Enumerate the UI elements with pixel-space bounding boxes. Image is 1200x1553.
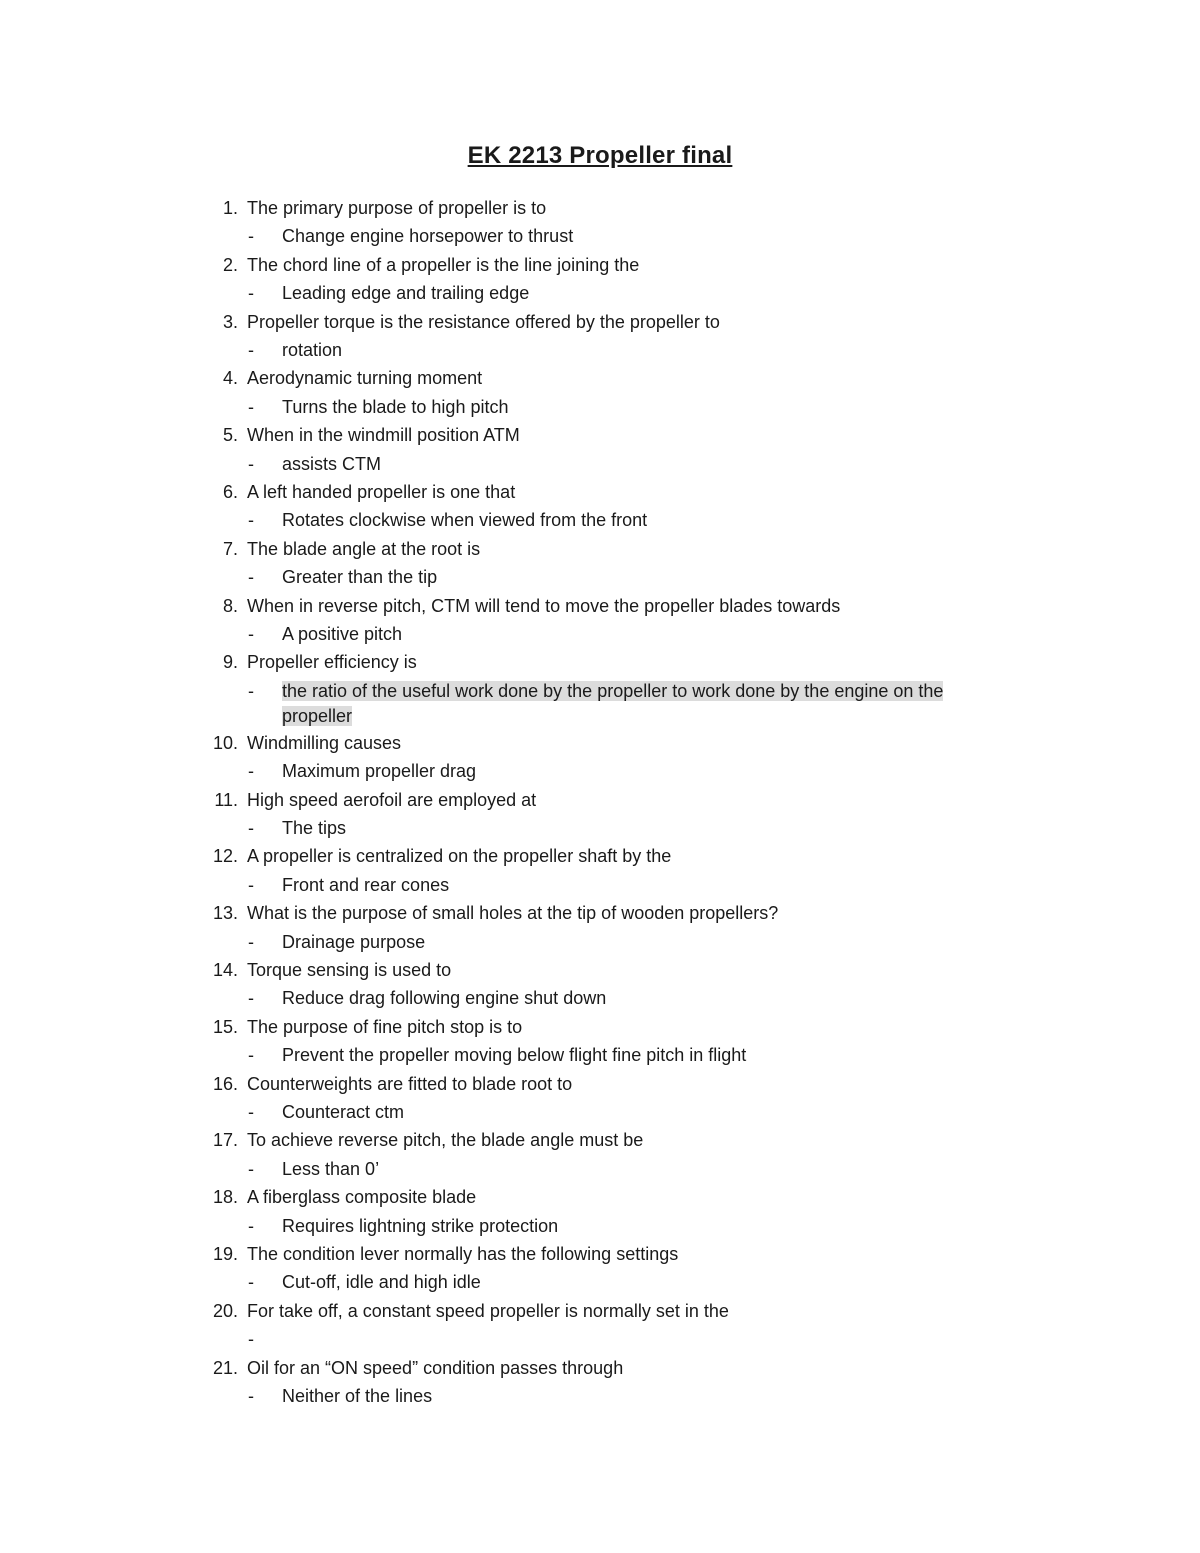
question-text: Propeller torque is the resistance offered by the propeller to [247, 311, 720, 332]
qa-item-21 [0, 1354, 1200, 1411]
question-number: 9. [222, 652, 238, 673]
answer-dash: - [248, 623, 254, 644]
question-line [0, 1183, 1200, 1211]
answer-text: Front and rear cones [282, 874, 450, 895]
question-number: 19. [212, 1243, 238, 1264]
answer-text: A positive pitch [282, 623, 403, 644]
answer-line [0, 1098, 1200, 1126]
question-number: 7. [222, 538, 238, 559]
question-line [0, 1013, 1200, 1041]
answer-dash: - [248, 761, 254, 782]
question-line [0, 842, 1200, 870]
question-number: 17. [212, 1130, 238, 1151]
question-line [0, 308, 1200, 336]
question-text: For take off, a constant speed propeller is normally set in the [247, 1300, 729, 1321]
qa-item-8 [0, 592, 1200, 649]
answer-dash: - [248, 1045, 254, 1066]
question-line [0, 1297, 1200, 1325]
question-number: 2. [222, 254, 238, 275]
page-title: EK 2213 Propeller final [467, 142, 733, 169]
question-text: Torque sensing is used to [247, 959, 452, 980]
qa-item-4 [0, 364, 1200, 421]
answer-dash: - [248, 1101, 254, 1122]
question-number: 21. [212, 1357, 238, 1378]
qa-item-12 [0, 842, 1200, 899]
qa-item-18 [0, 1183, 1200, 1240]
answer-dash: - [248, 396, 254, 417]
answer-line [0, 1382, 1200, 1410]
answer-text-highlighted [282, 677, 1004, 729]
answer-text: Leading edge and trailing edge [282, 283, 530, 304]
answer-dash: - [248, 988, 254, 1009]
question-text: The purpose of fine pitch stop is to [247, 1016, 523, 1037]
question-line [0, 421, 1200, 449]
question-text: Counterweights are fitted to blade root to [247, 1073, 573, 1094]
qa-item-19 [0, 1240, 1200, 1297]
answer-dash: - [248, 817, 254, 838]
answer-line [0, 279, 1200, 307]
answer-text: assists CTM [282, 453, 381, 474]
qa-item-7 [0, 535, 1200, 592]
question-line [0, 1070, 1200, 1098]
question-line [0, 478, 1200, 506]
answer-line [0, 1041, 1200, 1069]
question-text: High speed aerofoil are employed at [247, 789, 537, 810]
answer-dash: - [248, 567, 254, 588]
answer-dash: - [248, 680, 254, 701]
answer-line [0, 1268, 1200, 1296]
question-number: 4. [222, 368, 238, 389]
question-text: A left handed propeller is one that [247, 481, 516, 502]
qa-item-6 [0, 478, 1200, 535]
answer-line [0, 563, 1200, 591]
answer-line [0, 1325, 1200, 1353]
question-number: 20. [212, 1300, 238, 1321]
answer-dash: - [248, 1215, 254, 1236]
answer-highlight: the ratio of the useful work done by the propeller to work done by the engine on the propeller [282, 680, 944, 726]
question-line [0, 535, 1200, 563]
question-line [0, 251, 1200, 279]
answer-dash: - [248, 931, 254, 952]
question-text: The blade angle at the root is [247, 538, 481, 559]
answer-dash: - [248, 226, 254, 247]
answer-line [0, 984, 1200, 1012]
qa-item-15 [0, 1013, 1200, 1070]
answer-dash: - [248, 1158, 254, 1179]
answer-line [0, 928, 1200, 956]
answer-text: Turns the blade to high pitch [282, 396, 509, 417]
answer-dash: - [248, 1385, 254, 1406]
answer-line [0, 506, 1200, 534]
qa-item-13 [0, 899, 1200, 956]
question-number: 5. [222, 425, 238, 446]
qa-item-3 [0, 308, 1200, 365]
question-number: 8. [222, 595, 238, 616]
question-text: When in the windmill position ATM [247, 425, 520, 446]
question-text: A fiberglass composite blade [247, 1187, 477, 1208]
question-number: 16. [212, 1073, 238, 1094]
question-text: What is the purpose of small holes at the tip of wooden propellers? [247, 903, 779, 924]
question-line [0, 648, 1200, 676]
question-line [0, 729, 1200, 757]
question-line [0, 1240, 1200, 1268]
question-number: 3. [222, 311, 238, 332]
answer-text: Less than 0’ [282, 1158, 380, 1179]
question-line [0, 1354, 1200, 1382]
answer-line [0, 757, 1200, 785]
question-number: 11. [214, 789, 238, 810]
question-number: 6. [222, 481, 238, 502]
answer-text: Prevent the propeller moving below flight fine pitch in flight [282, 1045, 747, 1066]
answer-line [0, 222, 1200, 250]
answer-dash: - [248, 453, 254, 474]
answer-line [0, 677, 1200, 729]
question-number: 14. [212, 959, 238, 980]
qa-item-17 [0, 1126, 1200, 1183]
answer-line [0, 336, 1200, 364]
answer-text: Change engine horsepower to thrust [282, 226, 574, 247]
question-list [0, 194, 1200, 1410]
qa-item-9 [0, 648, 1200, 728]
answer-text: The tips [282, 817, 347, 838]
question-text: Windmilling causes [247, 732, 402, 753]
question-text: The primary purpose of propeller is to [247, 198, 547, 218]
answer-dash: - [248, 510, 254, 531]
answer-line [0, 393, 1200, 421]
qa-item-20 [0, 1297, 1200, 1354]
qa-item-14 [0, 956, 1200, 1013]
qa-item-11 [0, 786, 1200, 843]
question-line [0, 956, 1200, 984]
answer-text: Cut-off, idle and high idle [282, 1272, 481, 1293]
answer-text: Drainage purpose [282, 931, 426, 952]
question-number: 12. [212, 846, 238, 867]
question-line [0, 786, 1200, 814]
answer-text: Greater than the tip [282, 567, 438, 588]
qa-item-2 [0, 251, 1200, 308]
question-text: A propeller is centralized on the propeller shaft by the [247, 846, 672, 867]
answer-dash: - [248, 1272, 254, 1293]
answer-dash: - [248, 339, 254, 360]
qa-item-1 [0, 194, 1200, 251]
question-text: Aerodynamic turning moment [247, 368, 483, 389]
answer-dash: - [248, 1329, 254, 1350]
qa-item-10 [0, 729, 1200, 786]
answer-text: Requires lightning strike protection [282, 1215, 559, 1236]
question-line [0, 899, 1200, 927]
answer-line [0, 1212, 1200, 1240]
question-line [0, 592, 1200, 620]
answer-text: Counteract ctm [282, 1101, 405, 1122]
question-text: The chord line of a propeller is the line joining the [247, 254, 640, 275]
answer-text: rotation [282, 339, 343, 360]
question-line [0, 1126, 1200, 1154]
answer-line [0, 620, 1200, 648]
answer-line [0, 1155, 1200, 1183]
question-text: Oil for an “ON speed” condition passes through [247, 1357, 624, 1378]
question-text: To achieve reverse pitch, the blade angle must be [247, 1130, 644, 1151]
answer-line [0, 450, 1200, 478]
question-number: 15. [212, 1016, 238, 1037]
answer-dash: - [248, 874, 254, 895]
question-number: 10. [212, 732, 238, 753]
answer-text: Reduce drag following engine shut down [282, 988, 607, 1009]
question-number: 18. [212, 1187, 238, 1208]
answer-text: Maximum propeller drag [282, 761, 477, 782]
answer-dash: - [248, 283, 254, 304]
qa-item-16 [0, 1070, 1200, 1127]
question-line [0, 194, 1200, 222]
question-number: 1. [222, 198, 238, 218]
question-number: 13. [212, 903, 238, 924]
question-text: Propeller efficiency is [247, 652, 417, 673]
qa-item-5 [0, 421, 1200, 478]
answer-text: Rotates clockwise when viewed from the front [282, 510, 648, 531]
answer-line [0, 871, 1200, 899]
question-line [0, 364, 1200, 392]
answer-line [0, 814, 1200, 842]
question-text: The condition lever normally has the following settings [247, 1243, 679, 1264]
answer-text: Neither of the lines [282, 1385, 433, 1406]
question-text: When in reverse pitch, CTM will tend to move the propeller blades towards [247, 595, 841, 616]
